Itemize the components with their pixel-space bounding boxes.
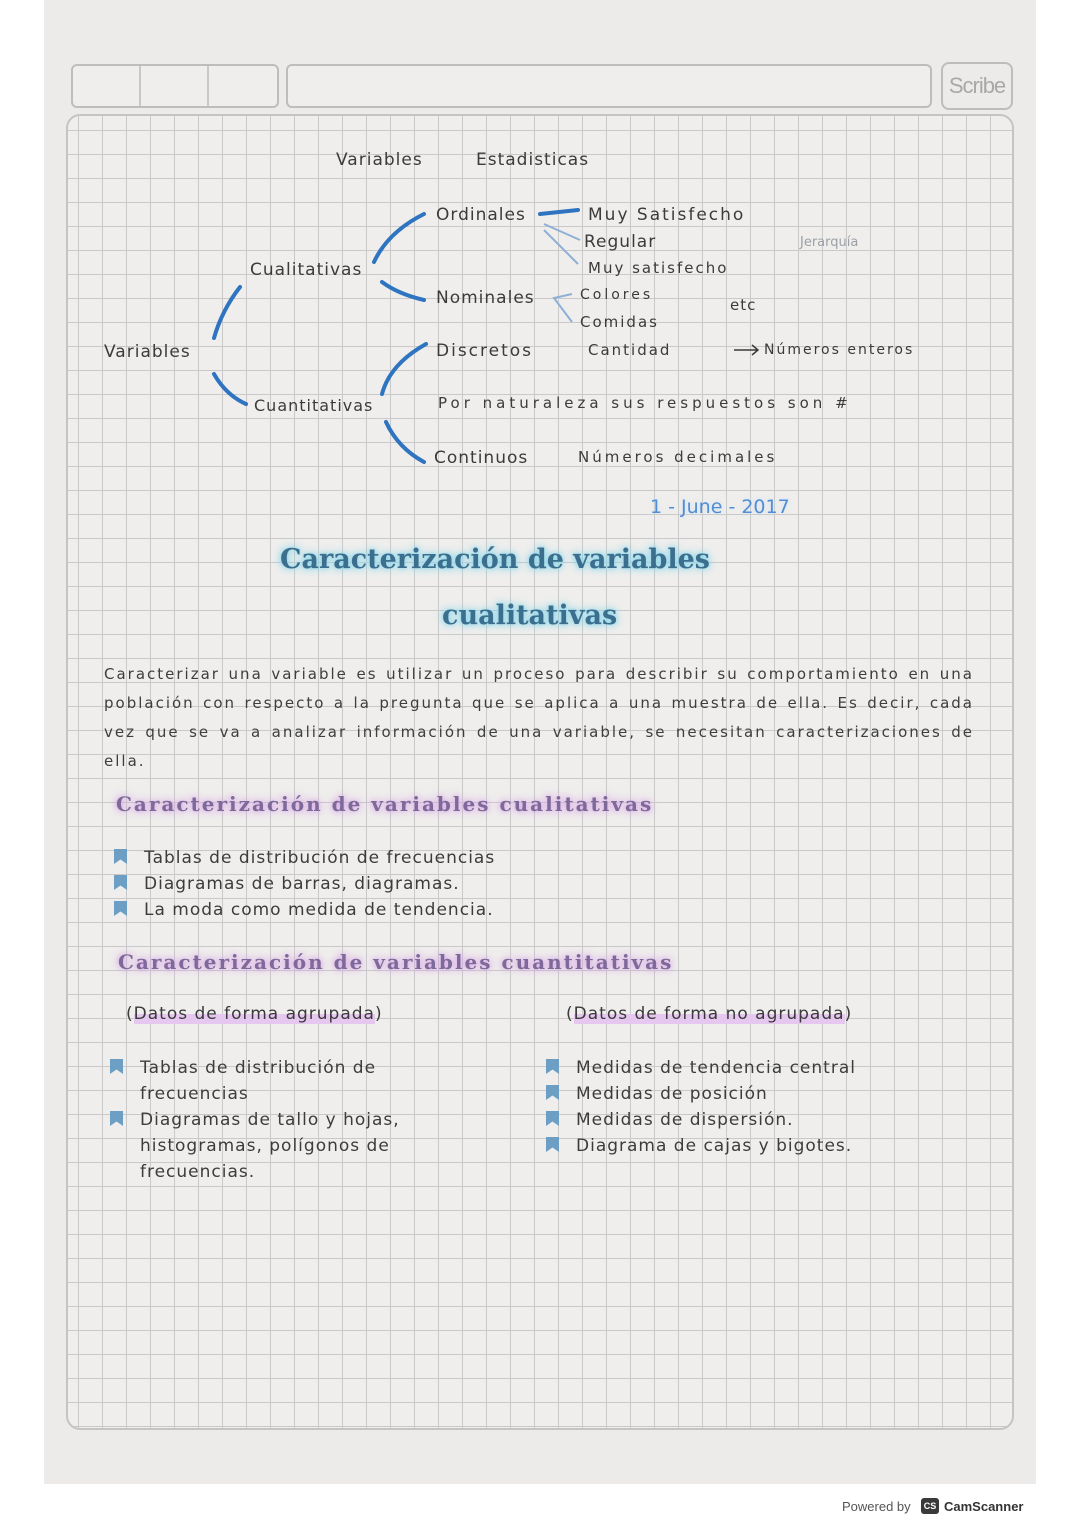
map-nominal-example: Colores [580, 287, 654, 303]
bookmark-icon [114, 901, 127, 916]
branch-line [382, 344, 426, 394]
footer-powered-by: Powered by [842, 1499, 911, 1514]
map-discretos-desc: Cantidad [588, 341, 672, 359]
map-ordinales: Ordinales [436, 205, 526, 225]
definition-paragraph: Caracterizar una variable es utilizar un proceso para describir su comportamiento en una población con respecto a la pregunta que se aplica a una muestra de ella. Es decir, cada vez que se va a analizar información de una variable, se necesitan caracterizaciones de ella. [104, 665, 974, 770]
entry-date: 1 - June - 2017 [650, 496, 790, 518]
map-heading-variables: Variables [336, 150, 423, 170]
agrupada-list [110, 1055, 480, 1185]
map-heading-estadisticas: Estadisticas [476, 150, 590, 170]
branch-line [386, 422, 424, 462]
list-item: Diagramas de tallo y hojas, histogramas, polígonos de frecuencias. [110, 1107, 480, 1185]
branch-line [540, 210, 578, 214]
map-discretos-result: Números enteros [764, 342, 915, 358]
map-ordinal-example: Muy Satisfecho [588, 205, 746, 225]
map-continuos-desc: Números decimales [578, 448, 778, 466]
footer-brand: CamScanner [944, 1499, 1024, 1514]
branch-line [544, 230, 578, 264]
page-title: Caracterización de variables [280, 544, 710, 575]
bookmark-icon [546, 1137, 559, 1152]
bookmark-icon [114, 875, 127, 890]
map-ordinal-example: Regular [584, 232, 657, 252]
list-item: Tablas de distribución de frecuencias [114, 845, 814, 871]
map-cuantitativas-note: Por naturaleza sus respuestos son # [438, 394, 852, 412]
map-cuantitativas: Cuantitativas [254, 396, 374, 415]
cualitativas-list [114, 845, 814, 923]
map-nominales: Nominales [436, 288, 535, 308]
map-jerarquia: Jerarquía [800, 235, 859, 250]
list-item: Medidas de tendencia central [546, 1055, 966, 1081]
group-label-text: Datos de forma no agrupada [573, 1004, 845, 1024]
list-item: La moda como medida de tendencia. [114, 897, 814, 923]
list-item: Medidas de dispersión. [546, 1107, 966, 1133]
map-etc: etc [730, 296, 757, 314]
list-item: Medidas de posición [546, 1081, 966, 1107]
map-cualitativas: Cualitativas [250, 260, 363, 280]
no-agrupada-list [546, 1055, 966, 1159]
list-item: Tablas de distribución de frecuencias [110, 1055, 480, 1107]
map-discretos: Discretos [436, 341, 534, 361]
bookmark-icon [546, 1085, 559, 1100]
branch-line [214, 374, 246, 404]
branch-line [544, 224, 580, 240]
map-root: Variables [104, 342, 191, 362]
page-title-line2: cualitativas [442, 600, 618, 631]
map-continuos: Continuos [434, 448, 529, 468]
section-heading-cualitativas: Caracterización de variables cualitativas [116, 792, 654, 816]
bookmark-icon [546, 1111, 559, 1126]
group-label-no-agrupada: (Datos de forma no agrupada) [566, 1004, 853, 1024]
arrow-line [734, 345, 758, 355]
group-label-agrupada: (Datos de forma agrupada) [126, 1004, 383, 1024]
bookmark-icon [114, 849, 127, 864]
list-item: Diagramas de barras, diagramas. [114, 871, 814, 897]
bookmark-icon [110, 1111, 123, 1126]
branch-line [554, 294, 572, 322]
notebook-brand-logo: Scribe [941, 62, 1013, 110]
map-nominal-example: Comidas [580, 313, 659, 331]
list-item: Diagrama de cajas y bigotes. [546, 1133, 966, 1159]
branch-line [214, 287, 240, 338]
bookmark-icon [110, 1059, 123, 1074]
group-label-text: Datos de forma agrupada [133, 1004, 375, 1024]
concept-map-lines [0, 0, 1080, 520]
map-ordinal-example: Muy satisfecho [588, 259, 729, 277]
camscanner-icon: CS [921, 1498, 939, 1514]
bookmark-icon [546, 1059, 559, 1074]
section-heading-cuantitativas: Caracterización de variables cuantitativas [118, 950, 674, 974]
branch-line [374, 214, 424, 262]
branch-line [382, 282, 424, 300]
